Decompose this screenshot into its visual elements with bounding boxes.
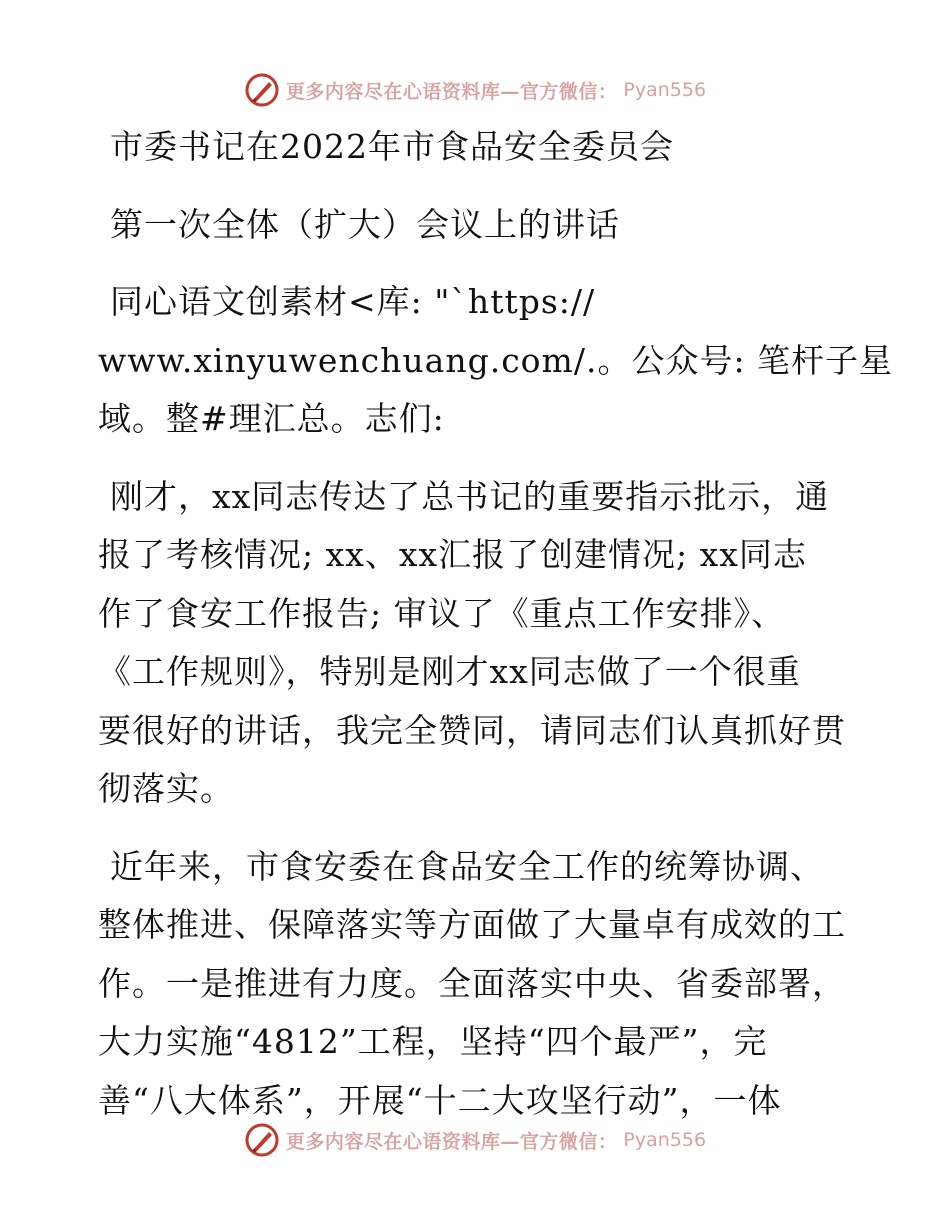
intro-line-3: 域。整#理汇总。志们: bbox=[98, 399, 445, 438]
paragraph-line: 善“八大体系”，开展“十二大攻坚行动”，一体 bbox=[98, 1080, 782, 1120]
quill-logo-icon bbox=[244, 72, 280, 108]
paragraph-line: 整体推进、保障落实等方面做了大量卓有成效的工 bbox=[98, 905, 846, 944]
document-body bbox=[98, 118, 894, 1130]
paragraph-1 bbox=[98, 468, 858, 819]
title-line-1: 市委书记在2022年市食品安全委员会 bbox=[110, 127, 674, 166]
paragraph-line: 报了考核情况; xx、xx汇报了创建情况; xx同志 bbox=[98, 535, 807, 574]
paragraph-line: 要很好的讲话，我完全赞同，请同志们认真抓好贯 bbox=[98, 710, 846, 750]
intro-line-2: www.xinyuwenchuang.com/.。公众号: 笔杆子星 bbox=[98, 340, 894, 380]
quill-logo-icon bbox=[244, 1122, 280, 1158]
watermark-text: 更多内容尽在心语资料库—官方微信： bbox=[285, 80, 618, 103]
intro-line-1: 同心语文创素材<库: "`https:// bbox=[110, 282, 596, 321]
watermark-text: 更多内容尽在心语资料库—官方微信： bbox=[285, 1130, 618, 1153]
paragraph-2 bbox=[98, 838, 858, 1131]
watermark-wechat-id: Pyan556 bbox=[623, 79, 707, 101]
paragraph-line: 《工作规则》，特别是刚才xx同志做了一个很重 bbox=[98, 652, 801, 691]
paragraph-line: 作。一是推进有力度。全面落实中央、省委部署， bbox=[98, 963, 846, 1003]
paragraph-line: 近年来，市食安委在食品安全工作的统筹协调、 bbox=[110, 846, 824, 886]
paragraph-line: 作了食安工作报告; 审议了《重点工作安排》、 bbox=[98, 593, 786, 633]
watermark-wechat-id: Pyan556 bbox=[623, 1129, 707, 1151]
footer-watermark bbox=[0, 1118, 950, 1162]
title-line-2: 第一次全体（扩大）会议上的讲话 bbox=[110, 204, 620, 244]
header-watermark bbox=[0, 68, 950, 112]
paragraph-line: 大力实施“4812”工程，坚持“四个最严”，完 bbox=[98, 1022, 768, 1061]
paragraph-line: 刚才，xx同志传达了总书记的重要指示批示，通 bbox=[110, 476, 830, 516]
paragraph-line: 彻落实。 bbox=[98, 769, 234, 808]
